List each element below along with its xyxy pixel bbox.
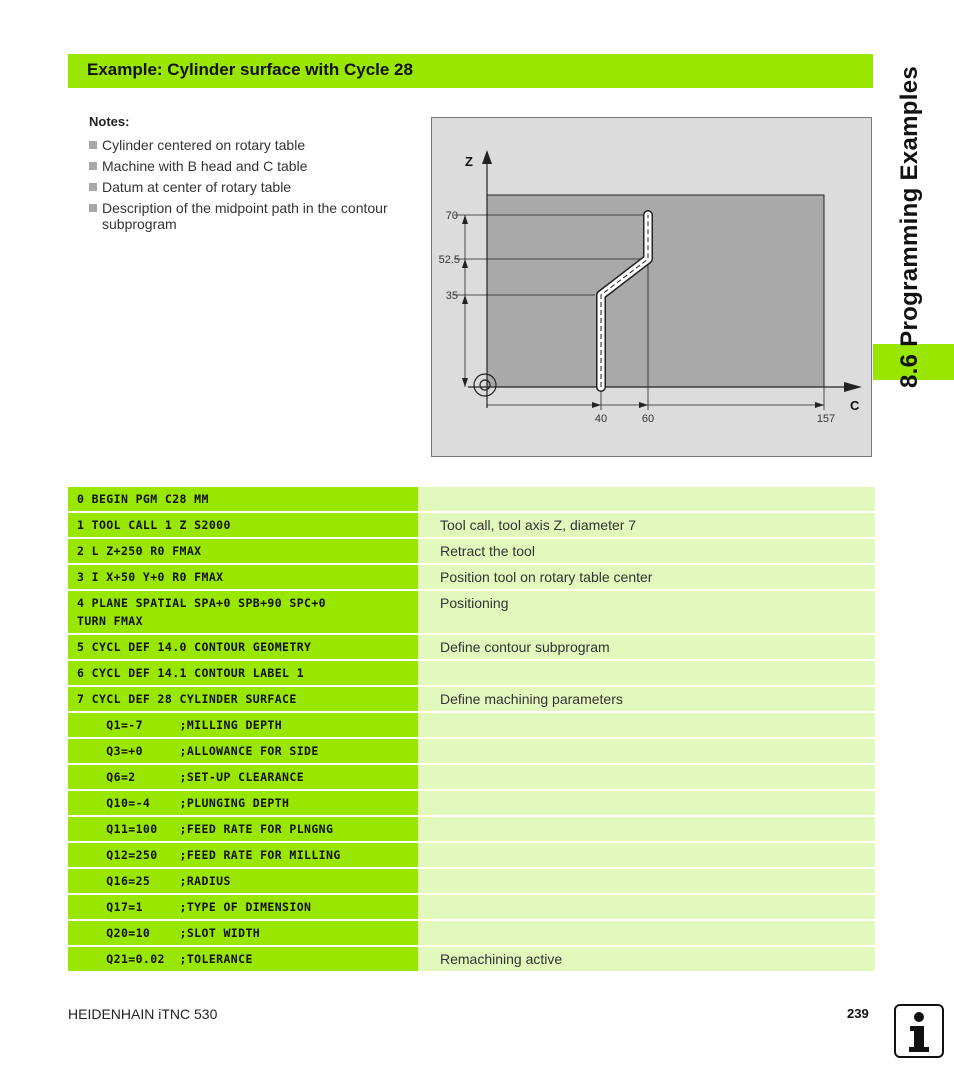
nc-block-desc [418, 661, 875, 685]
drawing-svg [432, 118, 871, 456]
nc-block-code: 2 L Z+250 R0 FMAX [68, 539, 418, 563]
table-row [68, 843, 875, 867]
table-row [68, 739, 875, 763]
note-item [89, 179, 389, 195]
note-item [89, 158, 389, 174]
table-row [68, 791, 875, 815]
nc-block-code: Q21=0.02 ;TOLERANCE [68, 947, 418, 971]
info-icon [894, 1004, 944, 1058]
page-number: 239 [847, 1006, 869, 1021]
z-axis-label: Z [465, 154, 473, 169]
bullet-square-icon [89, 141, 97, 149]
c-dim-label: 40 [594, 413, 608, 425]
note-text: Description of the midpoint path in the contour subprogram [102, 200, 388, 232]
nc-block-code: Q10=-4 ;PLUNGING DEPTH [68, 791, 418, 815]
table-row [68, 713, 875, 737]
notes-list [89, 137, 389, 232]
nc-block-code: Q3=+0 ;ALLOWANCE FOR SIDE [68, 739, 418, 763]
table-row [68, 591, 875, 633]
nc-block-code: 0 BEGIN PGM C28 MM [68, 487, 418, 511]
z-dim-label: 52.5 [438, 254, 460, 266]
nc-block-code: Q11=100 ;FEED RATE FOR PLNGNG [68, 817, 418, 841]
nc-block-code: 6 CYCL DEF 14.1 CONTOUR LABEL 1 [68, 661, 418, 685]
nc-block-desc [418, 713, 875, 737]
z-axis-arrow-icon [482, 150, 492, 164]
table-row [68, 921, 875, 945]
manual-name: HEIDENHAIN iTNC 530 [68, 1006, 218, 1022]
nc-block-desc: Tool call, tool axis Z, diameter 7 [418, 513, 875, 537]
nc-block-code: 1 TOOL CALL 1 Z S2000 [68, 513, 418, 537]
cylinder-surface-drawing [431, 117, 872, 457]
note-item [89, 200, 389, 232]
bullet-square-icon [89, 162, 97, 170]
nc-block-desc [418, 817, 875, 841]
nc-block-desc [418, 843, 875, 867]
nc-block-code: Q20=10 ;SLOT WIDTH [68, 921, 418, 945]
nc-block-desc: Position tool on rotary table center [418, 565, 875, 589]
nc-block-desc: Define contour subprogram [418, 635, 875, 659]
table-row [68, 513, 875, 537]
section-title-bar [68, 54, 873, 88]
nc-block-code: Q16=25 ;RADIUS [68, 869, 418, 893]
nc-block-desc: Retract the tool [418, 539, 875, 563]
nc-block-code: 3 I X+50 Y+0 R0 FMAX [68, 565, 418, 589]
nc-block-desc [418, 791, 875, 815]
nc-block-desc [418, 765, 875, 789]
table-row [68, 635, 875, 659]
table-row [68, 765, 875, 789]
nc-block-code: 4 PLANE SPATIAL SPA+0 SPB+90 SPC+0 TURN FMAX [68, 591, 418, 633]
table-row [68, 895, 875, 919]
z-dim-label: 35 [445, 290, 458, 302]
table-row [68, 661, 875, 685]
nc-program-table [68, 487, 875, 973]
c-axis-arrow-icon [844, 382, 862, 392]
notes-heading: Notes: [89, 114, 130, 129]
nc-block-code: Q12=250 ;FEED RATE FOR MILLING [68, 843, 418, 867]
table-row [68, 817, 875, 841]
nc-block-desc [418, 739, 875, 763]
nc-block-desc: Remachining active [418, 947, 875, 971]
note-item [89, 137, 389, 153]
table-row [68, 869, 875, 893]
nc-block-desc: Define machining parameters [418, 687, 875, 711]
note-text: Machine with B head and C table [102, 158, 308, 174]
nc-block-code: Q6=2 ;SET-UP CLEARANCE [68, 765, 418, 789]
nc-block-desc [418, 487, 875, 511]
bullet-square-icon [89, 204, 97, 212]
c-axis-label: C [850, 398, 860, 413]
c-dim-label: 60 [641, 413, 655, 425]
workpiece-surface [487, 195, 824, 387]
nc-block-desc [418, 921, 875, 945]
table-row [68, 539, 875, 563]
bullet-square-icon [89, 183, 97, 191]
note-text: Datum at center of rotary table [102, 179, 292, 195]
nc-block-code: 5 CYCL DEF 14.0 CONTOUR GEOMETRY [68, 635, 418, 659]
z-dim-label: 70 [445, 210, 458, 222]
table-row [68, 947, 875, 971]
note-text: Cylinder centered on rotary table [102, 137, 306, 153]
section-title: Example: Cylinder surface with Cycle 28 [87, 60, 413, 79]
nc-block-desc [418, 895, 875, 919]
nc-block-code: 7 CYCL DEF 28 CYLINDER SURFACE [68, 687, 418, 711]
notes-block [89, 114, 389, 237]
nc-block-desc: Positioning [418, 591, 875, 633]
nc-block-desc [418, 869, 875, 893]
nc-block-code: Q1=-7 ;MILLING DEPTH [68, 713, 418, 737]
table-row [68, 565, 875, 589]
chapter-title: 8.6 Programming Examples [896, 66, 923, 388]
nc-block-code: Q17=1 ;TYPE OF DIMENSION [68, 895, 418, 919]
table-row [68, 487, 875, 511]
c-dim-label: 157 [816, 413, 836, 425]
table-row [68, 687, 875, 711]
